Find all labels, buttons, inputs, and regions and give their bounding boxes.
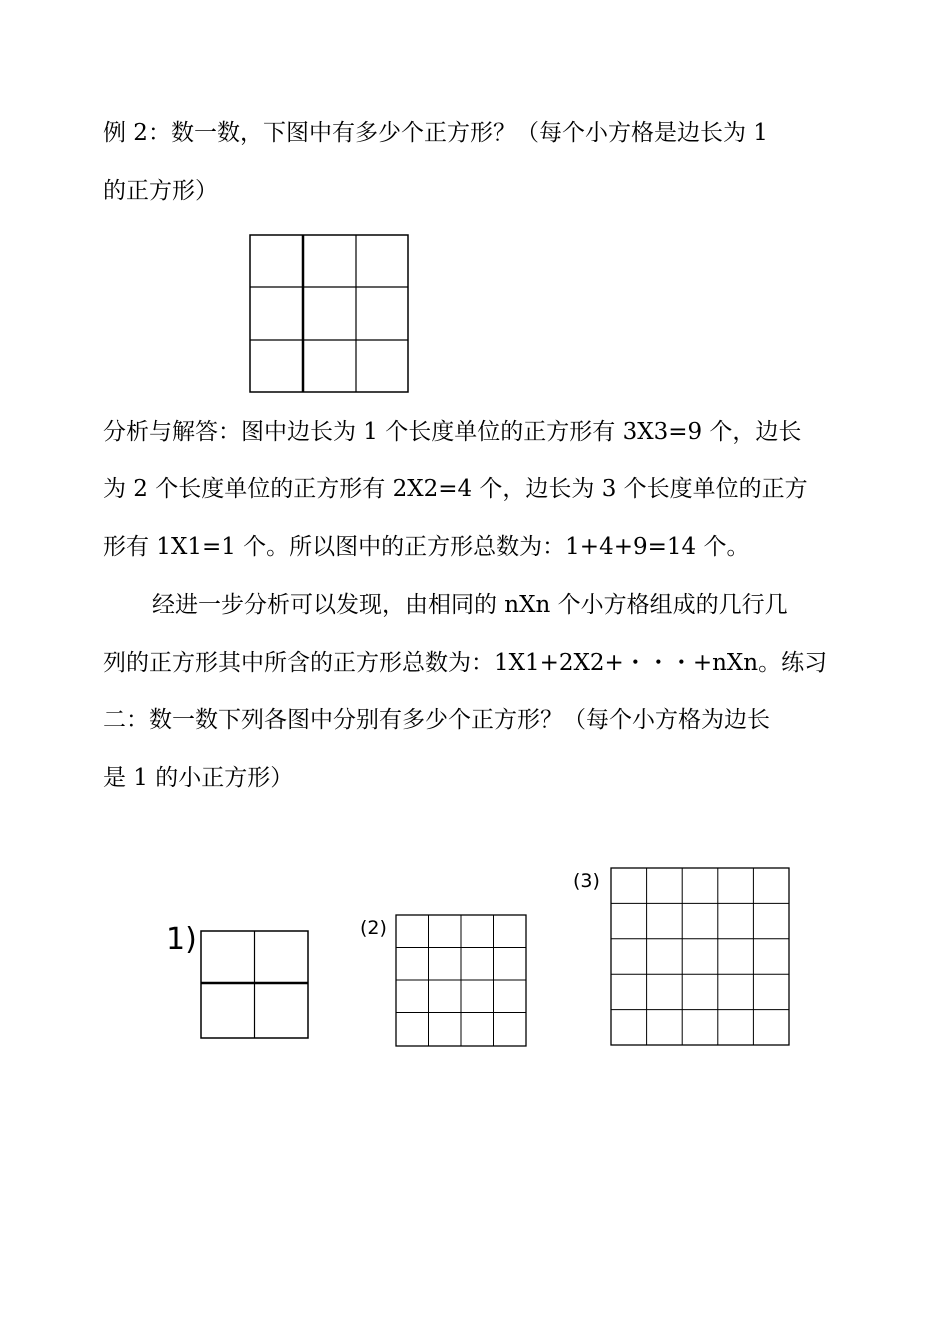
- figure-3-grid-5x5: [609, 866, 791, 1047]
- further-line-3: 二：数一数下列各图中分别有多少个正方形？（每个小方格为边长: [103, 707, 770, 733]
- analysis-line-2: 为 2 个长度单位的正方形有 2X2=4 个，边长为 3 个长度单位的正方: [103, 476, 808, 502]
- figure-2-label: (2): [360, 917, 387, 939]
- figure-1-grid-2x2: [199, 929, 311, 1040]
- figure-1-label: 1): [166, 922, 197, 957]
- analysis-line-1: 分析与解答：图中边长为 1 个长度单位的正方形有 3X3=9 个，边长: [103, 419, 802, 445]
- example-title-line-2: 的正方形）: [103, 178, 218, 204]
- further-line-2: 列的正方形其中所含的正方形总数为：1X1+2X2+・・・+nXn。练习: [103, 650, 828, 676]
- example-title-line-1: 例 2：数一数，下图中有多少个正方形？（每个小方格是边长为 1: [103, 120, 768, 146]
- figure-2-grid-4x4: [394, 913, 528, 1048]
- example-grid-3x3: [248, 233, 411, 395]
- further-line-1: 经进一步分析可以发现，由相同的 nXn 个小方格组成的几行几: [152, 592, 788, 618]
- further-line-4: 是 1 的小正方形）: [103, 765, 294, 791]
- analysis-line-3: 形有 1X1=1 个。所以图中的正方形总数为：1+4+9=14 个。: [103, 534, 750, 560]
- figure-3-label: (3): [573, 870, 600, 892]
